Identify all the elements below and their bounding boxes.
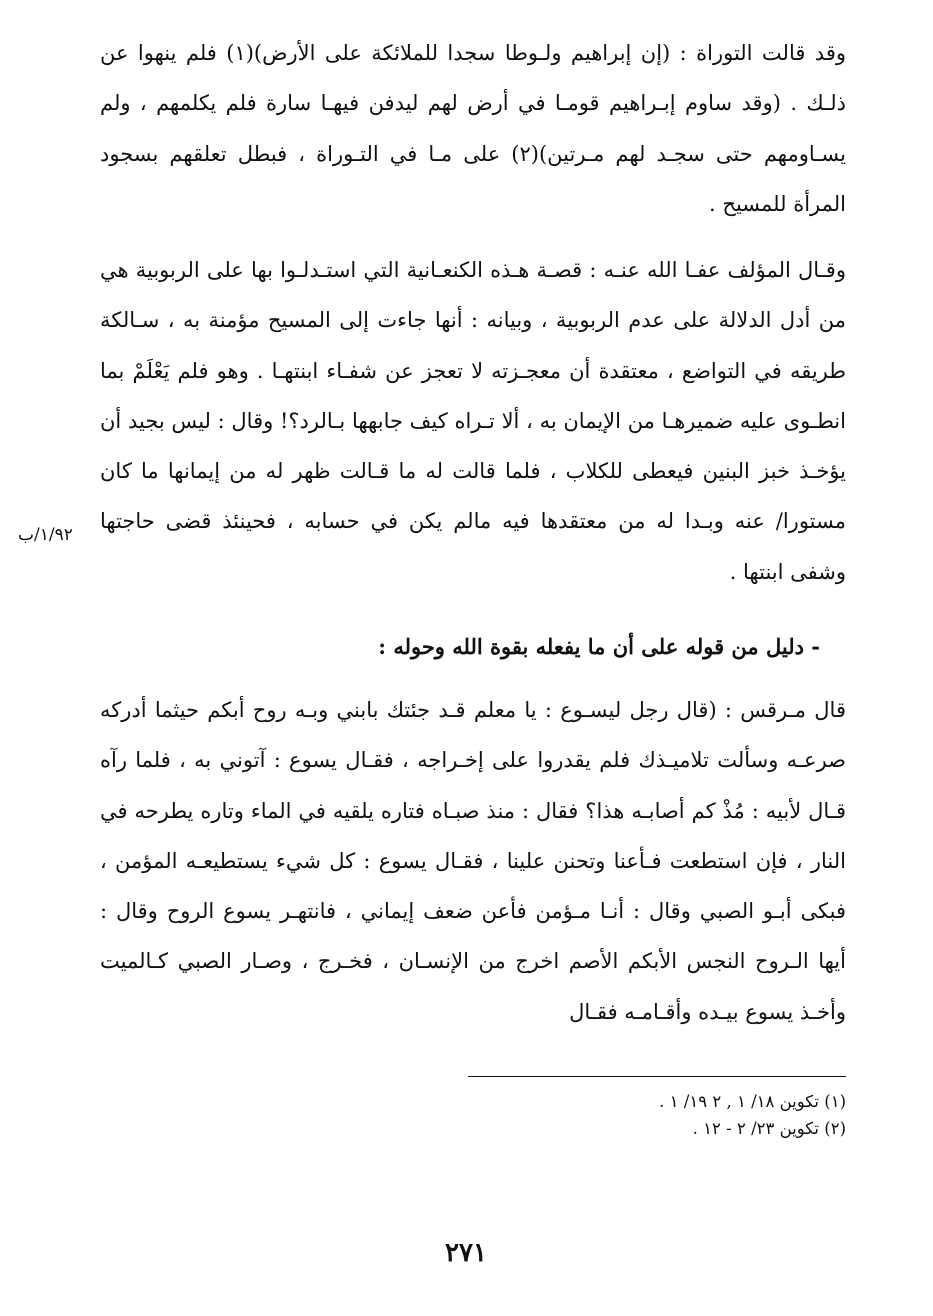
footnotes-list xyxy=(470,1088,846,1142)
paragraph-mark-quote: قال مـرقس : (قال رجل ليسـوع : يا معلم قـد جئتك بابني وبـه روح أبكم حيثما أدركه صرعـه وسألت تلاميـذك فلم يقدروا على إخـراجه ، فقـال يسوع : آتوني به ، فلما رآه قـال لأبيه : مُذْ كم أصابـه هذا؟ فقال : منذ صبـاه فتاره يلقيه في الماء وتاره يطرحه في النار ، فإن استطعت فـأعنا وتحنن علينا ، فقـال يسوع : كل شيء يستطيعـه المؤمن ، فبكى أبـو الصبي وقال : أنـا مـؤمن فأعن ضعف إيماني ، فانتهـر يسوع الروح وقال : أيها الـروح النجس الأبكم الأصم اخرج من الإنسـان ، فخـرج ، وصـار الصبي كـالميت وأخـذ يسوع بيـده وأقـامـه فقـال xyxy=(100,698,846,1024)
footnote-divider xyxy=(468,1076,846,1077)
paragraph-canaanite-woman: وقـال المؤلف عفـا الله عنـه : قصـة هـذه الكنعـانية التي استـدلـوا بها على الربوبية هي من أدل الدلالة على عدم الربوبية ، وبيانه : أنها جاءت إلى المسيح مؤمنة به ، سـالكة طريقه في التواضع ، معتقدة أن معجـزته لا تعجز عن شفـاء ابنتهـا . وهو فلم يَعْلَمْ بما انطـوى عليه ضميرهـا من الإيمان به ، ألا تـراه كيف جابهها بـالرد؟! وقال : ليس بجيد أن يؤخـذ خبز البنين فيعطى للكلاب ، فلما قالت له ما قـالت ظهر له من إيمانها ما كان مستورا/ عنه وبـدا له من معتقدها فيه مالم يكن في حسابه ، فحينئذ قضى حاجتها وشفى ابنتها . xyxy=(100,258,846,584)
footnote-item: (١) تكوين ١٨/ ١ , ٢ ١٩/ ١ . xyxy=(659,1092,846,1111)
page-number: ٢٧١ xyxy=(445,1238,487,1268)
paragraph-torah-prostration: وقد قالت التوراة : (إن إبراهيم ولـوطا سجدا للملائكة على الأرض)(١) فلم ينهوا عن ذلـك . (وقد ساوم إبـراهيم قومـا في أرض لهم ليدفن فيهـا سارة فلم يكلمهم ، ولم يسـاومهم حتى سجـد لهم مـرتين)(٢) على مـا في التـوراة ، فبطل تعلقهم بسجود المرأة للمسيح . xyxy=(100,41,846,216)
section-heading: - دليل من قوله على أن ما يفعله بقوة الله وحوله : xyxy=(378,634,820,659)
footnote-item: (٢) تكوين ٢٣/ ٢ - ١٢ . xyxy=(692,1119,846,1138)
manuscript-folio-reference: ١/٩٢/ب xyxy=(18,525,73,545)
